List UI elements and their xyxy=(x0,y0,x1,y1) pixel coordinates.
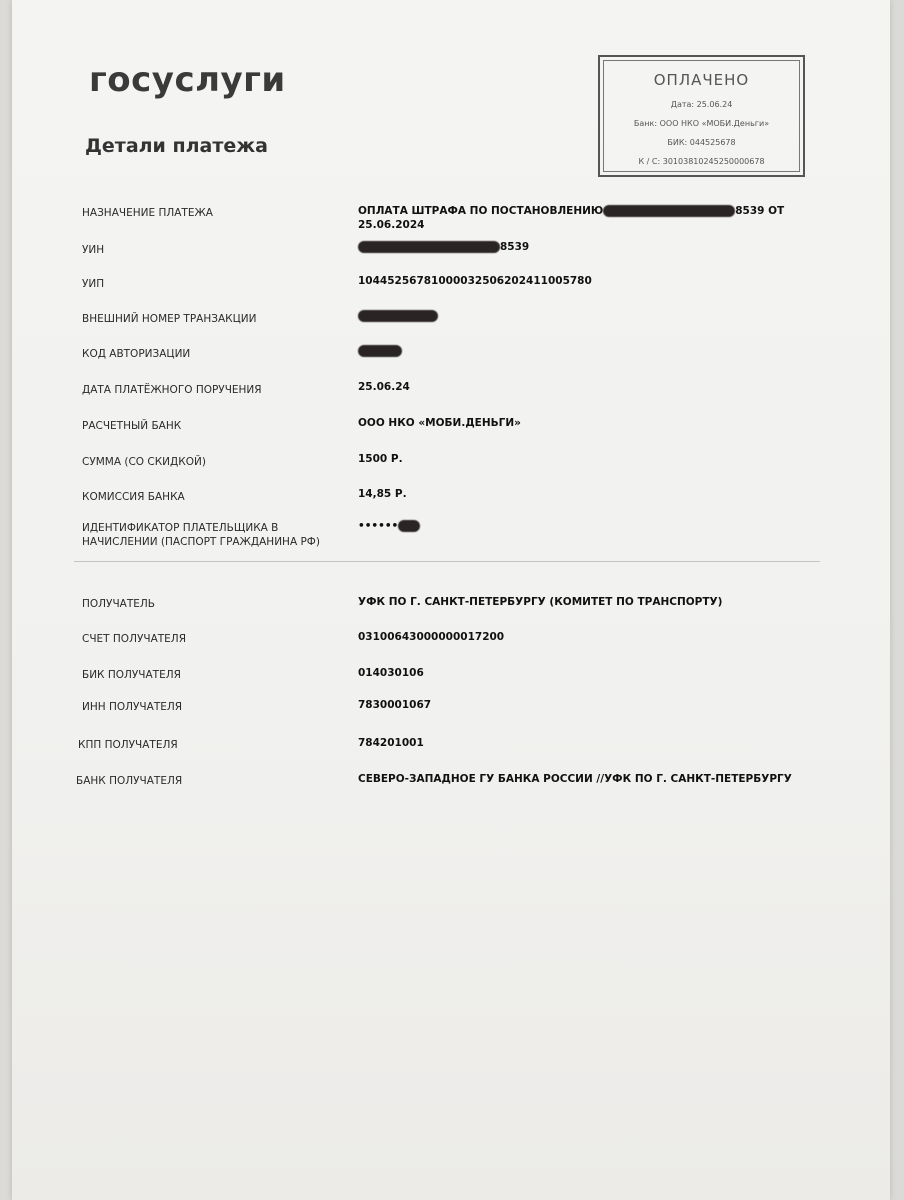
payer-id-mask: •••••• xyxy=(358,520,399,532)
recipient-kpp-label: КПП ПОЛУЧАТЕЛЯ xyxy=(78,739,178,751)
auth-code-value xyxy=(358,344,798,358)
recipient-account-value: 03100643000000017200 xyxy=(358,631,505,643)
purpose-suffix: 8539 ОТ xyxy=(735,205,785,217)
payer-id-value xyxy=(358,519,798,533)
stamp-bank: Банк: ООО НКО «МОБИ.Деньги» xyxy=(633,119,770,128)
recipient-bank-value: СЕВЕРО-ЗАПАДНОЕ ГУ БАНКА РОССИИ //УФК ПО Г. САНКТ-ПЕТЕРБУРГУ xyxy=(358,773,792,785)
payer-id-label: ИДЕНТИФИКАТОР ПЛАТЕЛЬЩИКА В НАЧИСЛЕНИИ (ПАСПОРТ ГРАЖДАНИНА РФ) xyxy=(82,522,320,548)
uip-label: УИП xyxy=(82,278,105,290)
recipient-inn-value: 7830001067 xyxy=(358,699,432,711)
purpose-prefix: ОПЛАТА ШТРАФА ПО ПОСТАНОВЛЕНИЮ xyxy=(358,205,604,217)
recipient-value: УФК ПО Г. САНКТ-ПЕТЕРБУРГУ (КОМИТЕТ ПО ТРАНСПОРТУ) xyxy=(358,596,723,608)
purpose-date: 25.06.2024 xyxy=(358,219,425,231)
purpose-value xyxy=(358,204,798,232)
recipient-bik-label: БИК ПОЛУЧАТЕЛЯ xyxy=(82,669,181,681)
recipient-kpp-value: 784201001 xyxy=(358,737,424,749)
paid-stamp xyxy=(598,55,805,177)
section-divider xyxy=(74,561,820,562)
recipient-inn-label: ИНН ПОЛУЧАТЕЛЯ xyxy=(82,701,183,713)
redacted-block xyxy=(603,205,735,217)
recipient-account-label: СЧЕТ ПОЛУЧАТЕЛЯ xyxy=(82,633,186,645)
fee-label: КОМИССИЯ БАНКА xyxy=(82,491,185,503)
fee-value: 14,85 Р. xyxy=(358,488,407,500)
settlement-bank-label: РАСЧЕТНЫЙ БАНК xyxy=(82,420,182,432)
recipient-bank-label: БАНК ПОЛУЧАТЕЛЯ xyxy=(76,775,183,787)
sum-label: СУММА (СО СКИДКОЙ) xyxy=(82,456,206,468)
external-id-label: ВНЕШНИЙ НОМЕР ТРАНЗАКЦИИ xyxy=(82,313,257,325)
order-date-value: 25.06.24 xyxy=(358,381,410,393)
stamp-account: К / С: 30103810245250000678 xyxy=(638,157,765,166)
sum-value: 1500 Р. xyxy=(358,453,403,465)
auth-code-label: КОД АВТОРИЗАЦИИ xyxy=(82,348,191,360)
order-date-label: ДАТА ПЛАТЁЖНОГО ПОРУЧЕНИЯ xyxy=(82,384,262,396)
document-page xyxy=(12,0,890,1200)
stamp-bik: БИК: 044525678 xyxy=(667,138,736,147)
settlement-bank-value: ООО НКО «МОБИ.ДЕНЬГИ» xyxy=(358,417,521,429)
uin-value xyxy=(358,240,798,254)
recipient-label: ПОЛУЧАТЕЛЬ xyxy=(82,598,155,610)
redacted-block xyxy=(358,310,438,322)
purpose-label: НАЗНАЧЕНИЕ ПЛАТЕЖА xyxy=(82,207,213,219)
recipient-bik-value: 014030106 xyxy=(358,667,424,679)
uip-value: 10445256781000032506202411005780 xyxy=(358,275,592,287)
redacted-block xyxy=(358,345,402,357)
uin-suffix: 8539 xyxy=(500,241,530,253)
external-id-value xyxy=(358,309,798,323)
redacted-block xyxy=(398,520,420,532)
page-title: Детали платежа xyxy=(85,135,268,157)
stamp-date: Дата: 25.06.24 xyxy=(670,100,733,109)
redacted-block xyxy=(358,241,500,253)
uin-label: УИН xyxy=(82,244,105,256)
stamp-title: ОПЛАЧЕНО xyxy=(653,71,750,89)
gosuslugi-logo: госуслуги xyxy=(89,60,286,100)
stamp-frame xyxy=(603,60,800,172)
